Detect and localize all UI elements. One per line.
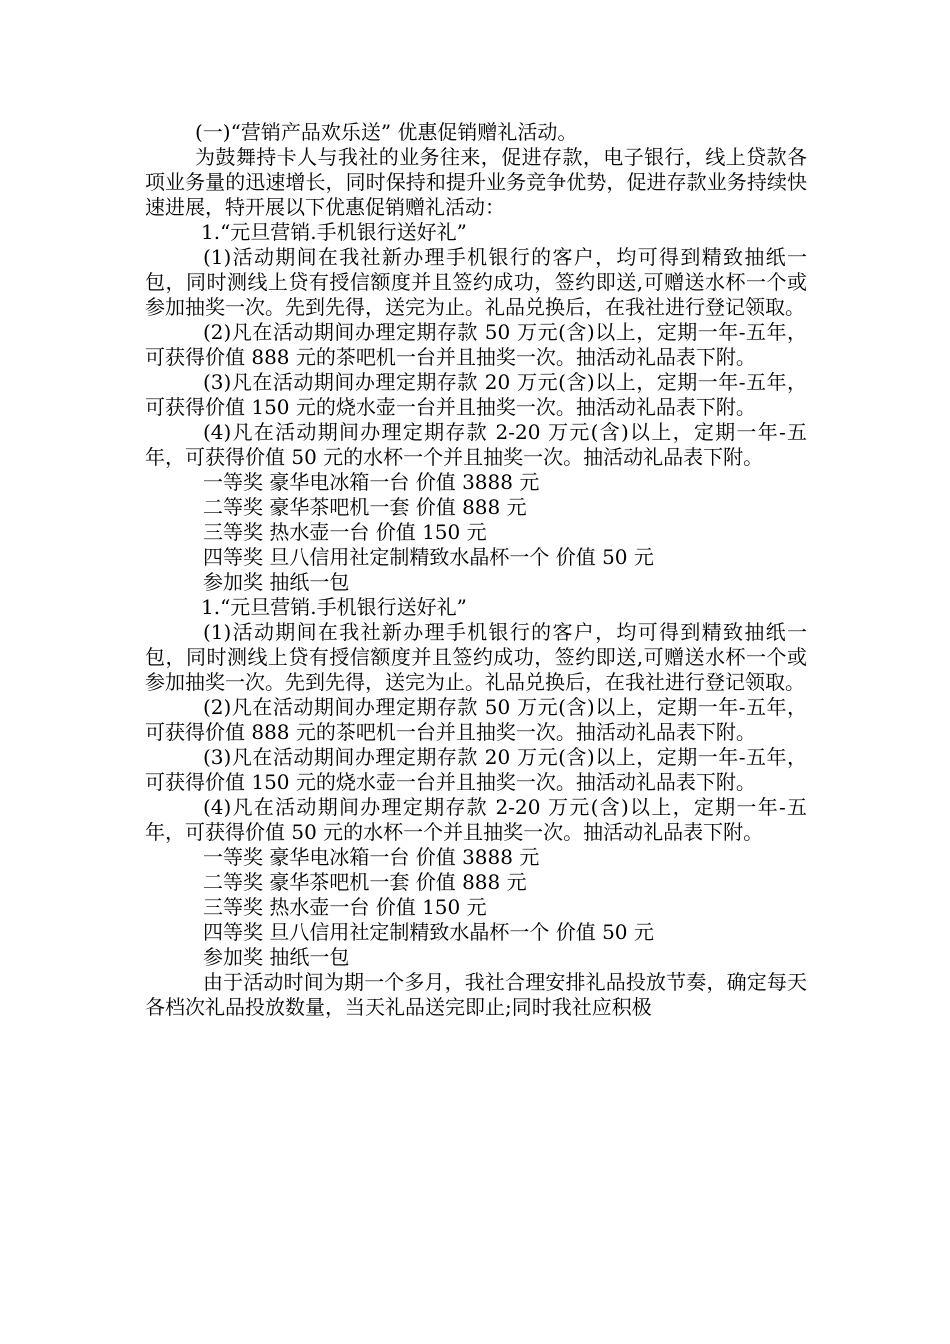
prize-line: 参加奖 抽纸一包 [203,570,350,594]
prize-line: 三等奖 热水壶一台 价值 150 元 [203,895,487,919]
activity-item: (1)活动期间在我社新办理手机银行的客户，均可得到精致抽纸一包，同时测线上贷有授信额度并且签约成功，签约即送,可赠送水杯一个或参加抽奖一次。先到先得，送完为止。礼品兑换后，在我社进行登记领取。 [145,245,807,319]
closing-paragraph: 由于活动时间为期一个多月，我社合理安排礼品投放节奏，确定每天各档次礼品投放数量，当天礼品送完即止;同时我社应积极 [145,970,807,1019]
prize-line: 三等奖 热水壶一台 价值 150 元 [203,520,487,544]
activity-title: 1.“元旦营销.手机银行送好礼” [201,595,467,619]
activity-item: (3)凡在活动期间办理定期存款 20 万元(含)以上，定期一年-五年，可获得价值 150 元的烧水壶一台并且抽奖一次。抽活动礼品表下附。 [145,370,807,419]
prize-line: 四等奖 旦八信用社定制精致水晶杯一个 价值 50 元 [203,920,654,944]
section-heading: (一)“营销产品欢乐送” 优惠促销赠礼活动。 [195,120,578,144]
activity-item: (4)凡在活动期间办理定期存款 2-20 万元(含)以上，定期一年-五年，可获得价值 50 元的水杯一个并且抽奖一次。抽活动礼品表下附。 [145,795,807,844]
prize-line: 参加奖 抽纸一包 [203,945,350,969]
intro-paragraph: 为鼓舞持卡人与我社的业务往来，促进存款，电子银行，线上贷款各项业务量的迅速增长，同时保持和提升业务竞争优势，促进存款业务持续快速进展，特开展以下优惠促销赠礼活动： [145,145,807,219]
activity-title: 1.“元旦营销.手机银行送好礼” [201,220,467,244]
activity-item: (4)凡在活动期间办理定期存款 2-20 万元(含)以上，定期一年-五年，可获得价值 50 元的水杯一个并且抽奖一次。抽活动礼品表下附。 [145,420,807,469]
activity-item: (1)活动期间在我社新办理手机银行的客户，均可得到精致抽纸一包，同时测线上贷有授信额度并且签约成功，签约即送,可赠送水杯一个或参加抽奖一次。先到先得，送完为止。礼品兑换后，在我社进行登记领取。 [145,620,807,694]
prize-line: 二等奖 豪华茶吧机一套 价值 888 元 [203,495,527,519]
activity-item: (2)凡在活动期间办理定期存款 50 万元(含)以上，定期一年-五年，可获得价值 888 元的茶吧机一台并且抽奖一次。抽活动礼品表下附。 [145,695,807,744]
activity-item: (2)凡在活动期间办理定期存款 50 万元(含)以上，定期一年-五年，可获得价值 888 元的茶吧机一台并且抽奖一次。抽活动礼品表下附。 [145,320,807,369]
document-page [145,120,807,1020]
prize-line: 一等奖 豪华电冰箱一台 价值 3888 元 [203,845,540,869]
prize-line: 一等奖 豪华电冰箱一台 价值 3888 元 [203,470,540,494]
prize-line: 四等奖 旦八信用社定制精致水晶杯一个 价值 50 元 [203,545,654,569]
activity-item: (3)凡在活动期间办理定期存款 20 万元(含)以上，定期一年-五年，可获得价值 150 元的烧水壶一台并且抽奖一次。抽活动礼品表下附。 [145,745,807,794]
prize-line: 二等奖 豪华茶吧机一套 价值 888 元 [203,870,527,894]
